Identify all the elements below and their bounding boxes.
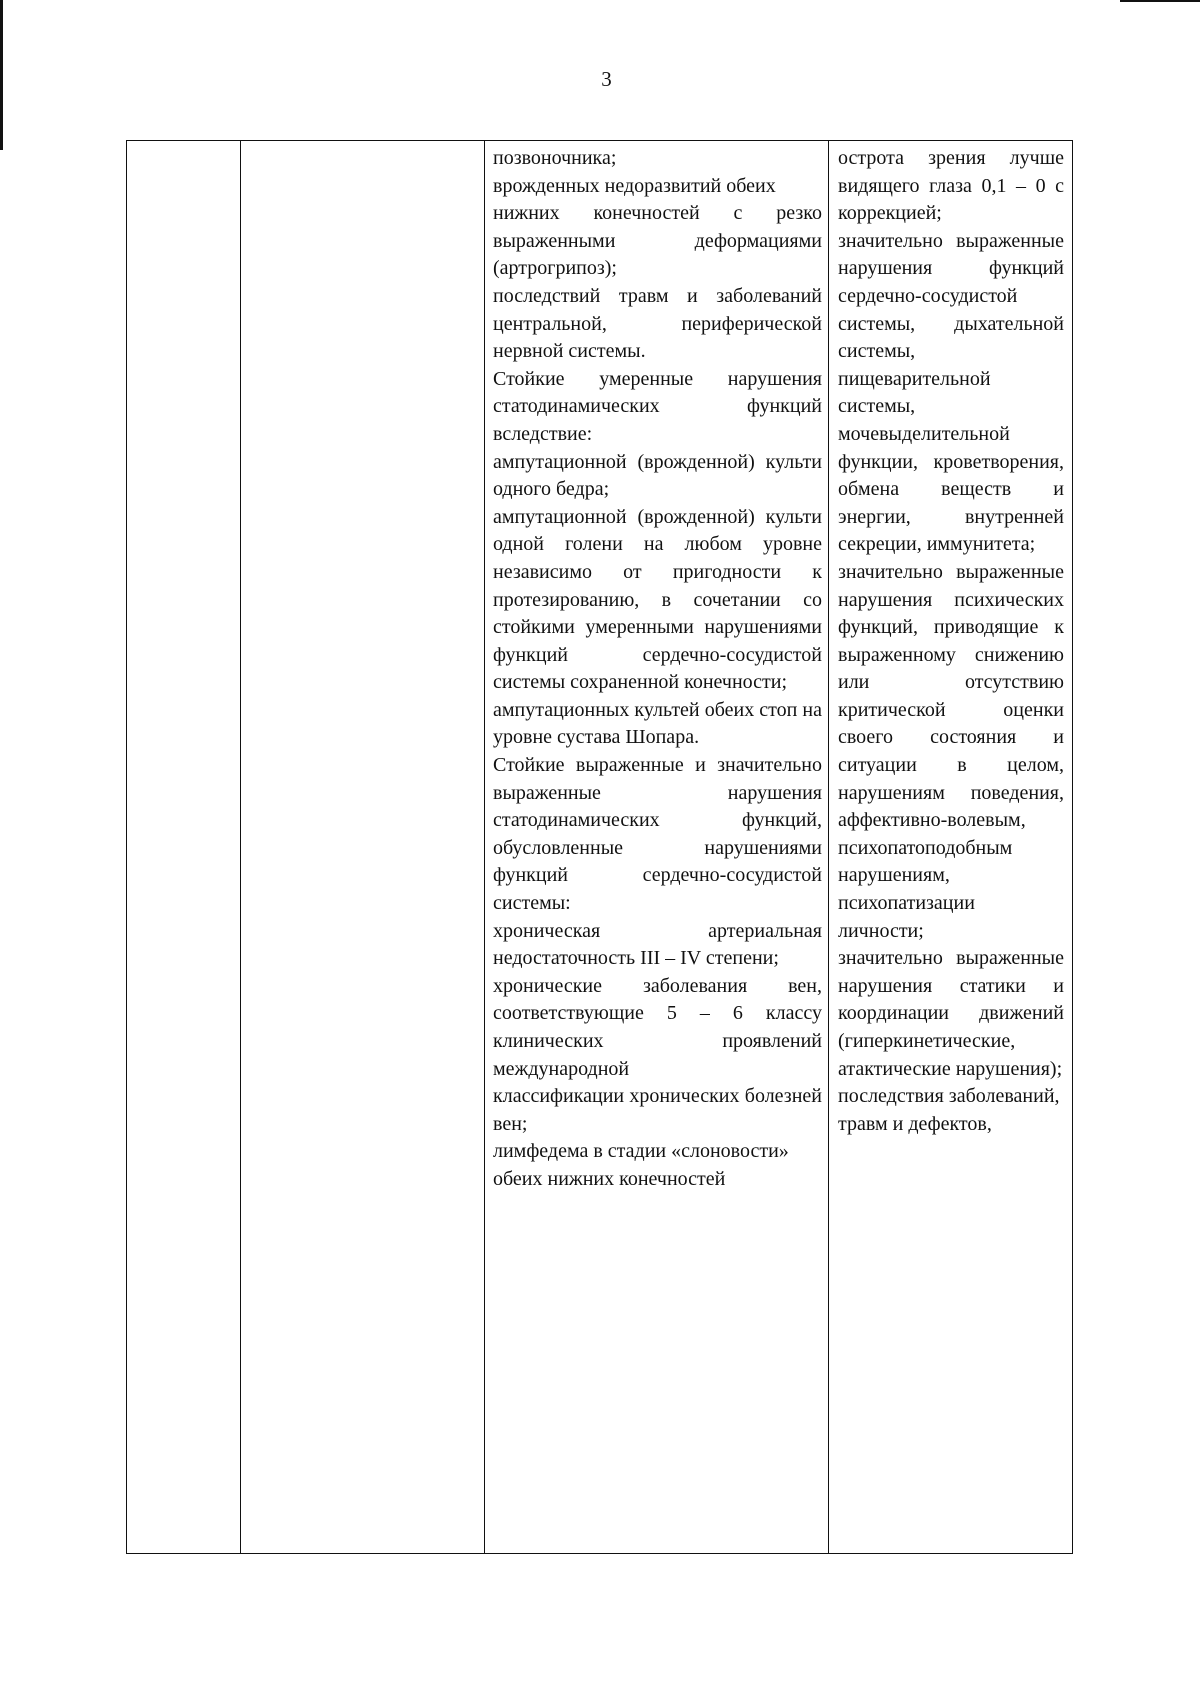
paragraph: ампутационной (врожденной) культи одного бедра; <box>493 450 822 501</box>
paragraph: ампутационных культей обеих стоп на уровне сустава Шопара. <box>493 698 822 749</box>
paragraph: позвоночника; <box>493 147 617 169</box>
paragraph: хронические заболевания вен, соответствующие 5 – 6 классу клинических проявлений международной <box>493 974 822 1080</box>
paragraph: Стойкие умеренные нарушения статодинамических функций вследствие: <box>493 367 822 445</box>
column-4-text <box>829 141 1072 1138</box>
paragraph: хроническая артериальная недостаточность III – IV степени; <box>493 919 822 970</box>
paragraph: значительно выраженные нарушения функций сердечно-сосудистой системы, дыхательной системы, пищеварительной системы, мочевыделительной функции, кроветворения, обмена веществ и энергии, внутренней секреции, иммунитета; <box>838 229 1064 556</box>
column-3-text <box>485 141 828 1194</box>
paragraph: последствий травм и заболеваний центральной, периферической нервной системы. <box>493 284 822 363</box>
table-cell-column-3 <box>485 141 829 1554</box>
paragraph: ампутационной (врожденной) культи одной голени на любом уровне независимо от пригодности к протезированию, в сочетании со стойкими умеренными нарушениями функций сердечно-сосудистой системы сохраненной конечности; <box>493 505 822 694</box>
page-number: 3 <box>601 67 612 91</box>
paragraph: последствия заболеваний, травм и дефектов, <box>838 1085 1060 1135</box>
table-cell-column-1 <box>127 141 241 1554</box>
paragraph: классификации хронических болезней вен; <box>493 1085 822 1135</box>
scan-edge-top <box>1120 0 1200 2</box>
paragraph: значительно выраженные нарушения психических функций, приводящие к выраженному снижению или отсутствию критической оценки своего состояния и ситуации в целом, нарушениям поведения, аффективно-волевым, психопатоподобным нарушениям, психопатизации личности; <box>838 560 1064 942</box>
table-cell-column-2 <box>241 141 485 1554</box>
table-row <box>127 141 1073 1554</box>
paragraph: врожденных недоразвитий обеих <box>493 174 776 197</box>
paragraph: Стойкие выраженные и значительно выраженные нарушения статодинамических функций, обусловленные нарушениями функций сердечно-сосудистой системы: <box>493 754 822 915</box>
paragraph: лимфедема в стадии «слоновости» обеих нижних конечностей <box>493 1140 789 1190</box>
table-cell-column-4 <box>829 141 1073 1554</box>
paragraph: значительно выраженные нарушения статики и координации движений (гиперкинетические, атактические нарушения); <box>838 947 1064 1080</box>
paragraph: нижних конечностей с резко выраженными деформациями (артрогрипоз); <box>493 202 822 280</box>
disability-criteria-table <box>126 140 1073 1554</box>
paragraph: острота зрения лучше видящего глаза 0,1 – 0 с коррекцией; <box>838 147 1064 225</box>
